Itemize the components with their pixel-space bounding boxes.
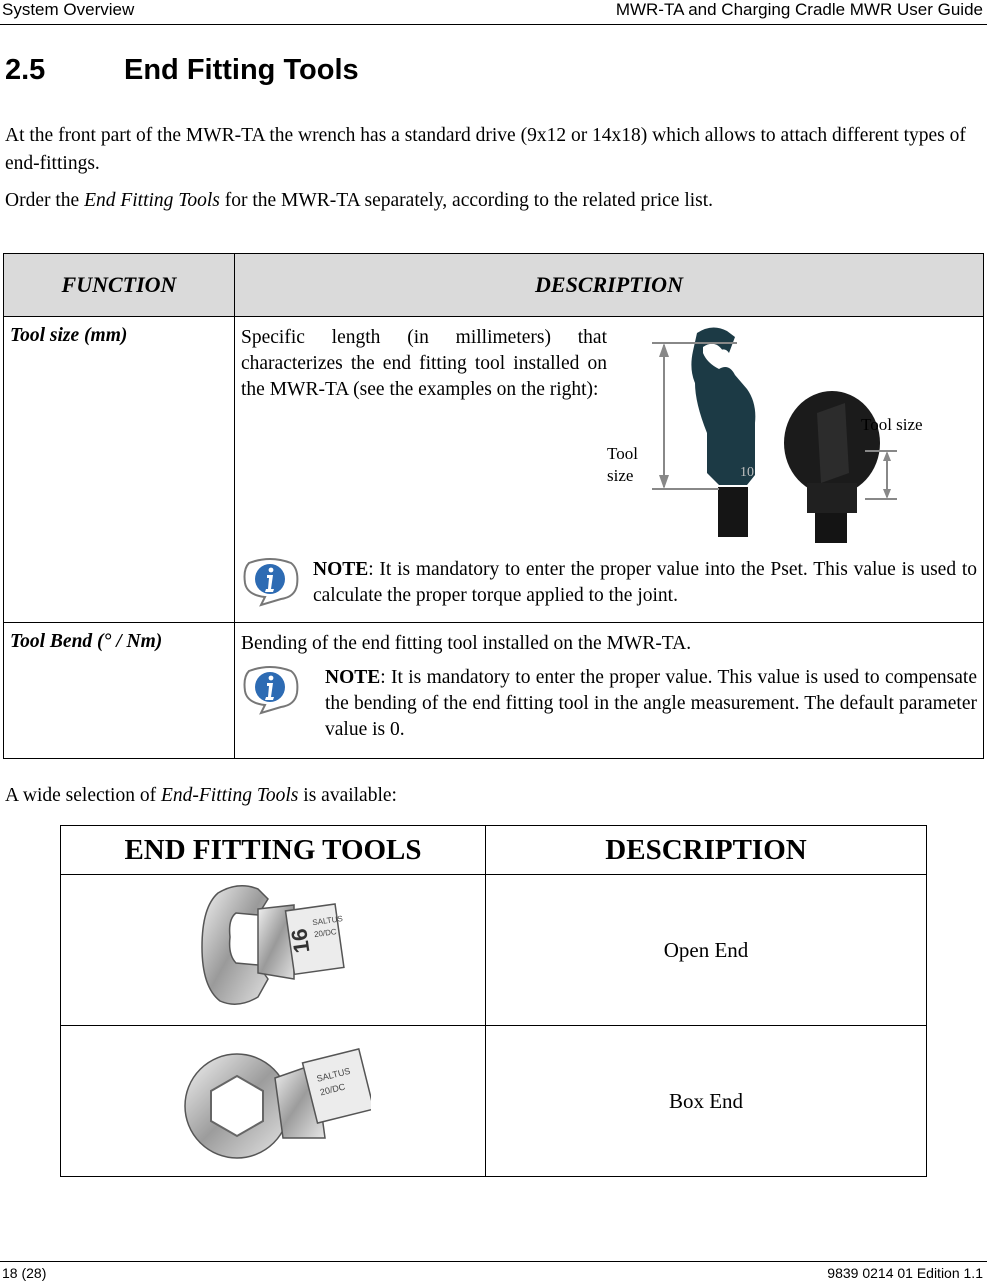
box-end-wrench-image [175, 1034, 371, 1162]
order-paragraph: Order the End Fitting Tools for the MWR-TA separately, according to the related price list. [5, 190, 714, 211]
table-row [4, 623, 984, 759]
table-row [61, 1026, 927, 1177]
note-tool-size [241, 557, 977, 609]
note-tool-size-text: NOTE: It is mandatory to enter the proper value into the Pset. This value is used to calculate the proper torque applied to the joint. [313, 559, 977, 606]
tool-marking-16: 16 [286, 927, 315, 955]
tool-size-label-left: Tool size [607, 444, 638, 485]
note-tool-bend-text: NOTE: It is mandatory to enter the proper value. This value is used to compensate the bending of the end fitting tool in the angle measurement. The default parameter value is 0. [325, 667, 977, 740]
info-icon [241, 665, 299, 717]
description-cell [235, 623, 984, 759]
end-fitting-tools-table [60, 825, 927, 1177]
section-number: 2.5 [5, 54, 46, 86]
end-fitting-tools-emphasis: End Fitting Tools [84, 190, 220, 211]
page-header [0, 0, 987, 25]
left-tool-image [691, 327, 755, 537]
tool-size-illustration [607, 323, 977, 543]
tools-description-header: DESCRIPTION [486, 826, 927, 875]
brand-marking: SALTUS [315, 1065, 352, 1084]
tool-size-label-right: Tool size [861, 415, 923, 434]
document-edition: 9839 0214 01 Edition 1.1 [827, 1265, 983, 1281]
description-header: DESCRIPTION [235, 254, 984, 317]
description-cell [235, 317, 984, 623]
section-title: End Fitting Tools [124, 54, 359, 86]
tool-number-marking: 10 [740, 465, 754, 480]
table-row [61, 875, 927, 1026]
selection-paragraph: A wide selection of End-Fitting Tools is available: [5, 785, 397, 806]
note-tool-bend [241, 665, 977, 743]
page-number: 18 (28) [2, 1265, 47, 1281]
header-document-title: MWR-TA and Charging Cradle MWR User Guide [615, 0, 983, 19]
end-fitting-tools-emphasis: End-Fitting Tools [160, 785, 299, 806]
intro-paragraph: At the front part of the MWR-TA the wrench has a standard drive (9x12 or 14x18) which allows to attach different types of end-fittings. [5, 125, 966, 174]
tool-size-description: Specific length (in millimeters) that characterizes the end fitting tool installed on the MWR-TA (see the examples on the right): [241, 327, 607, 400]
tool-bend-description: Bending of the end fitting tool installed on the MWR-TA. [241, 633, 692, 654]
page-footer [0, 1261, 987, 1281]
function-header: FUNCTION [4, 254, 235, 317]
tools-header: END FITTING TOOLS [61, 826, 486, 875]
tool-description-cell: Open End [486, 875, 927, 1026]
function-cell: Tool Bend (° / Nm) [4, 623, 235, 759]
drive-marking: 20/DC [313, 927, 338, 940]
tool-image-cell [61, 1026, 486, 1177]
function-table [3, 253, 984, 759]
drive-marking: 20/DC [318, 1081, 347, 1098]
info-icon [241, 557, 299, 609]
tool-description-cell: Box End [486, 1026, 927, 1177]
function-cell: Tool size (mm) [4, 317, 235, 623]
open-end-wrench-image [198, 879, 348, 1015]
brand-marking: SALTUS [311, 914, 344, 928]
table-row [4, 317, 984, 623]
header-section-name: System Overview [2, 0, 135, 19]
tool-image-cell [61, 875, 486, 1026]
